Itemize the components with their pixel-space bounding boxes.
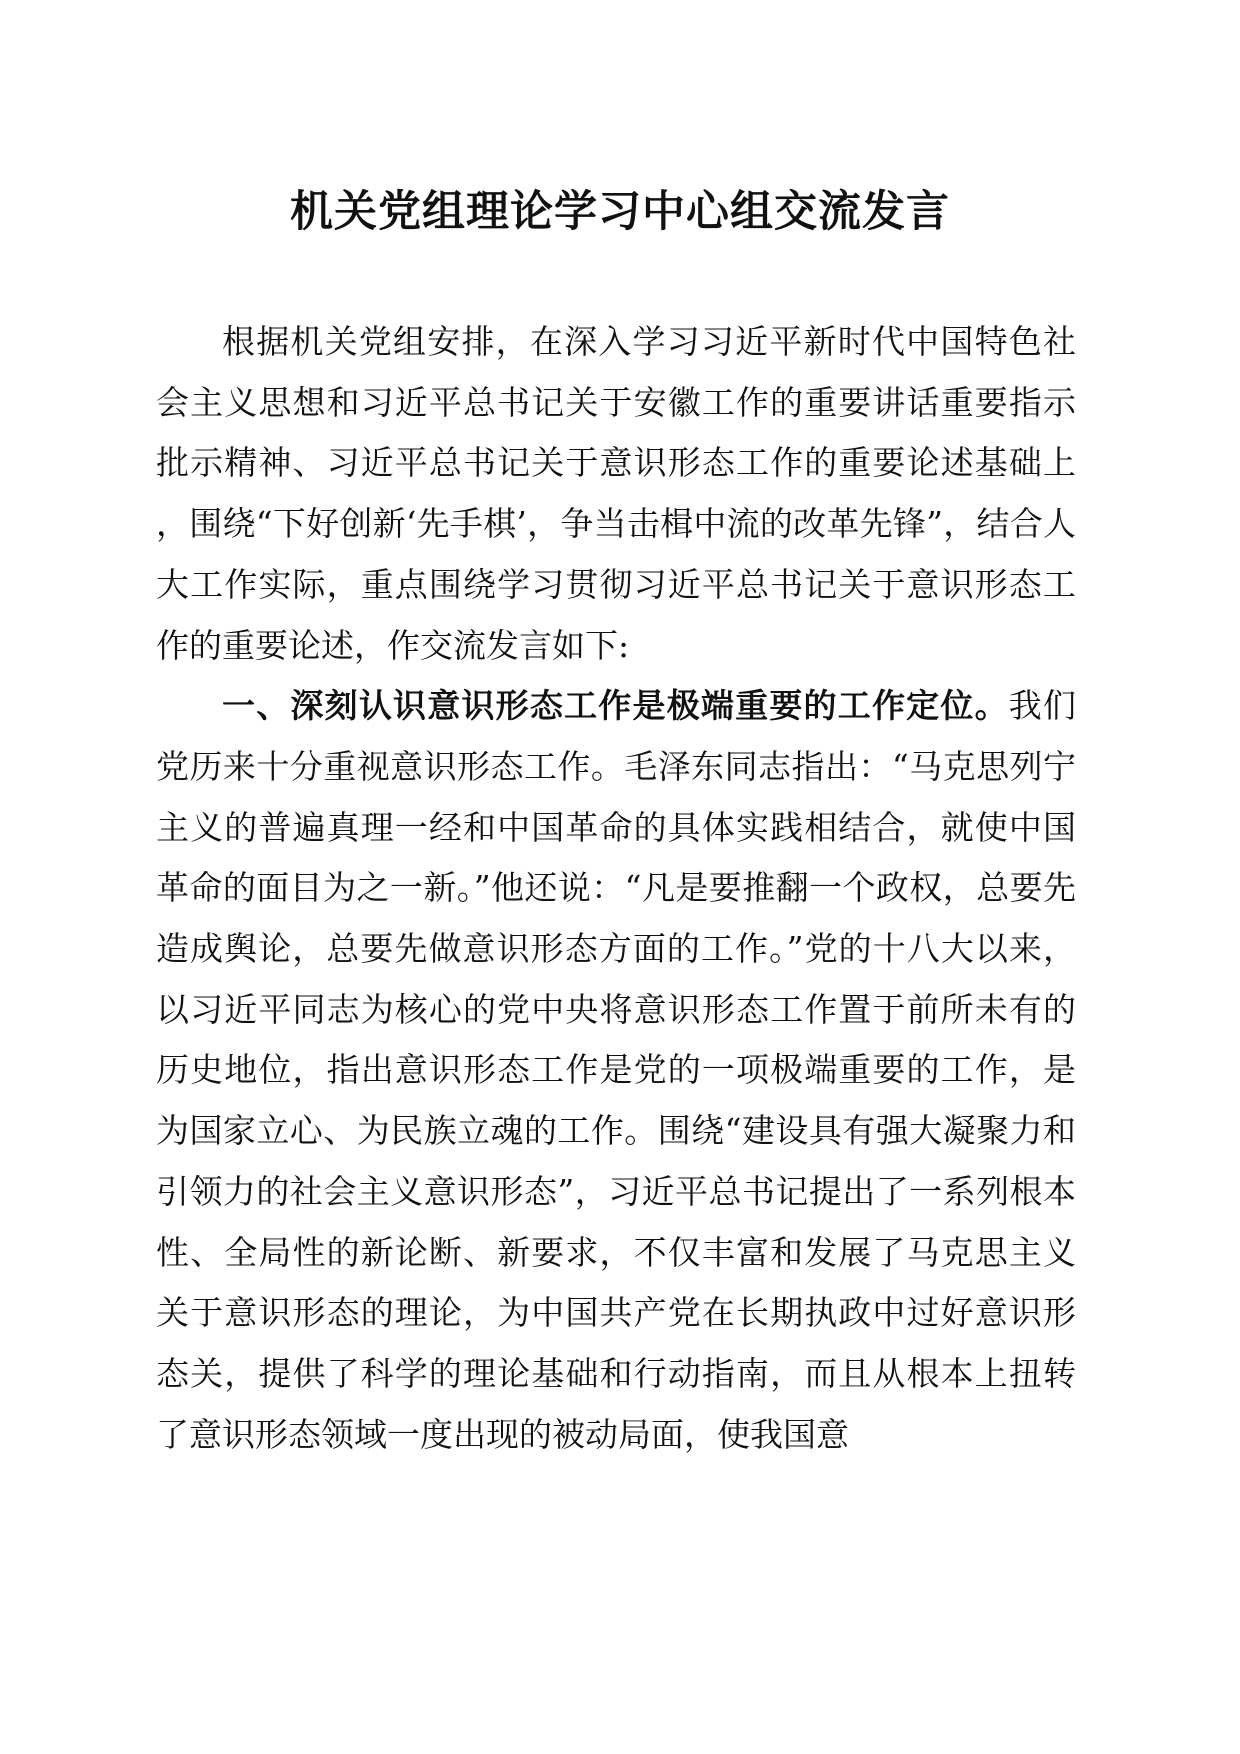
document-title: 机关党组理论学习中心组交流发言 — [290, 187, 950, 237]
document-body — [156, 312, 1076, 1465]
intro-paragraph-text: 根据机关党组安排，在深入学习习近平新时代中国特色社会主义思想和习近平总书记关于安徽工作的重要讲话重要指示批示精神、习近平总书记关于意识形态工作的重要论述基础上，围绕“下好创新‘先手棋’，争当击楫中流的改革先锋”，结合人大工作实际，重点围绕学习贯彻习近平总书记关于意识形态工作的重要论述，作交流发言如下: — [156, 322, 1076, 665]
section-one-heading: 一、深刻认识意识形态工作是极端重要的工作定位。 — [222, 686, 1009, 726]
section-one-text: 我们党历来十分重视意识形态工作。毛泽东同志指出：“马克思列宁主义的普遍真理一经和中国革命的具体实践相结合，就使中国革命的面目为之一新。”他还说：“凡是要推翻一个政权，总要先造成舆论，总要先做意识形态方面的工作。”党的十八大以来，以习近平同志为核心的党中央将意识形态工作置于前所未有的历史地位，指出意识形态工作是党的一项极端重要的工作，是为国家立心、为民族立魂的工作。围绕“建设具有强大凝聚力和引领力的社会主义意识形态”，习近平总书记提出了一系列根本性、全局性的新论断、新要求，不仅丰富和发展了马克思主义关于意识形态的理论，为中国共产党在长期执政中过好意识形态关，提供了科学的理论基础和行动指南，而且从根本上扭转了意识形态领域一度出现的被动局面，使我国意 — [156, 686, 1077, 1454]
section-one-paragraph — [156, 676, 1076, 1465]
intro-paragraph — [156, 312, 1076, 676]
